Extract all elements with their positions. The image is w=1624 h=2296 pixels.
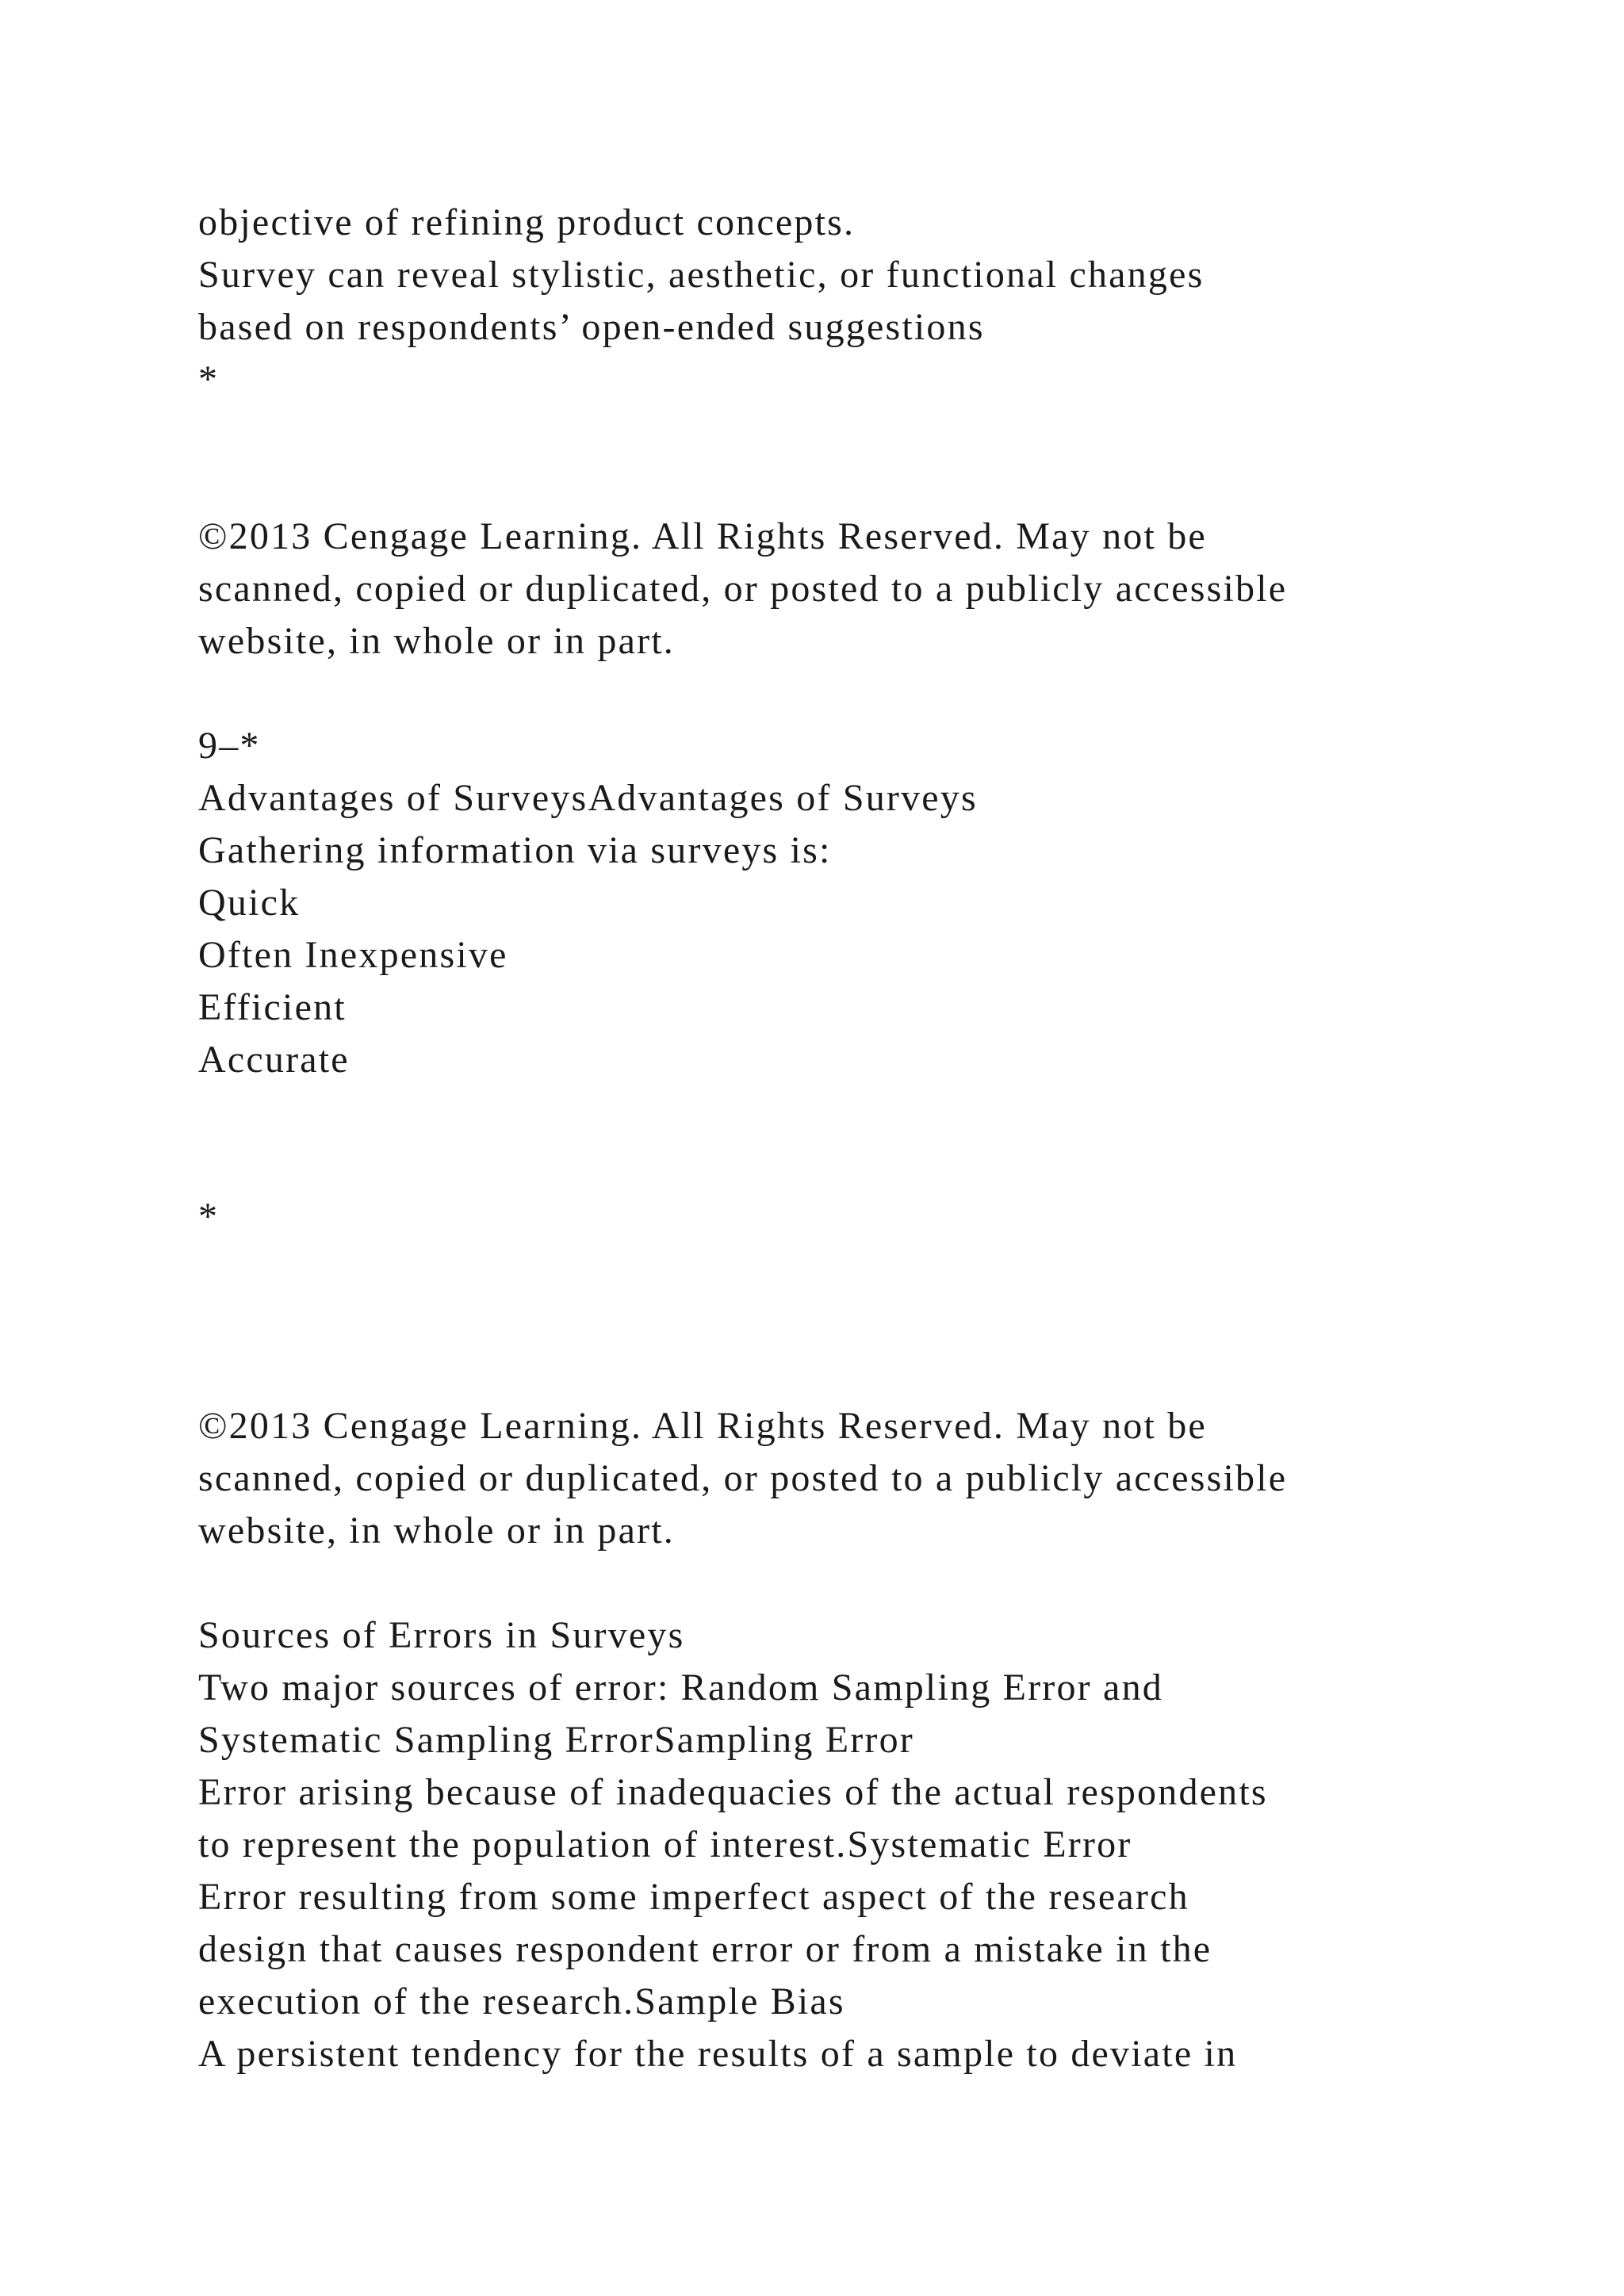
copyright-notice-line: ©2013 Cengage Learning. All Rights Reserved. May not be <box>198 1405 1207 1447</box>
text-line: objective of refining product concepts. <box>198 201 856 243</box>
asterisk-marker: * <box>198 1196 220 1238</box>
list-item: Often Inexpensive <box>198 934 508 976</box>
slide-number: 9–* <box>198 725 261 767</box>
list-item: Efficient <box>198 986 347 1028</box>
copyright-notice-line: scanned, copied or duplicated, or posted to a publicly accessible <box>198 1457 1288 1499</box>
slide-heading: Advantages of SurveysAdvantages of Surveys <box>198 777 978 819</box>
text-line: Gathering information via surveys is: <box>198 829 832 871</box>
asterisk-marker: * <box>198 358 220 400</box>
text-line: A persistent tendency for the results of a sample to deviate in <box>198 2033 1238 2075</box>
slide-heading: Sources of Errors in Surveys <box>198 1614 685 1656</box>
list-item: Accurate <box>198 1039 350 1081</box>
text-line: based on respondents’ open-ended suggestions <box>198 306 985 348</box>
copyright-notice-line: website, in whole or in part. <box>198 620 676 662</box>
copyright-notice-line: scanned, copied or duplicated, or posted to a publicly accessible <box>198 568 1288 610</box>
text-line: Survey can reveal stylistic, aesthetic, or functional changes <box>198 254 1205 296</box>
text-line: Systematic Sampling ErrorSampling Error <box>198 1719 914 1761</box>
text-line: execution of the research.Sample Bias <box>198 1980 845 2022</box>
text-line: design that causes respondent error or from a mistake in the <box>198 1928 1212 1970</box>
list-item: Quick <box>198 882 301 924</box>
text-line: to represent the population of interest.Systematic Error <box>198 1823 1132 1866</box>
text-line: Two major sources of error: Random Sampling Error and <box>198 1667 1163 1709</box>
text-line: Error resulting from some imperfect aspect of the research <box>198 1876 1189 1918</box>
copyright-notice-line: website, in whole or in part. <box>198 1510 676 1552</box>
text-line: Error arising because of inadequacies of the actual respondents <box>198 1771 1268 1813</box>
copyright-notice-line: ©2013 Cengage Learning. All Rights Reserved. May not be <box>198 515 1207 557</box>
